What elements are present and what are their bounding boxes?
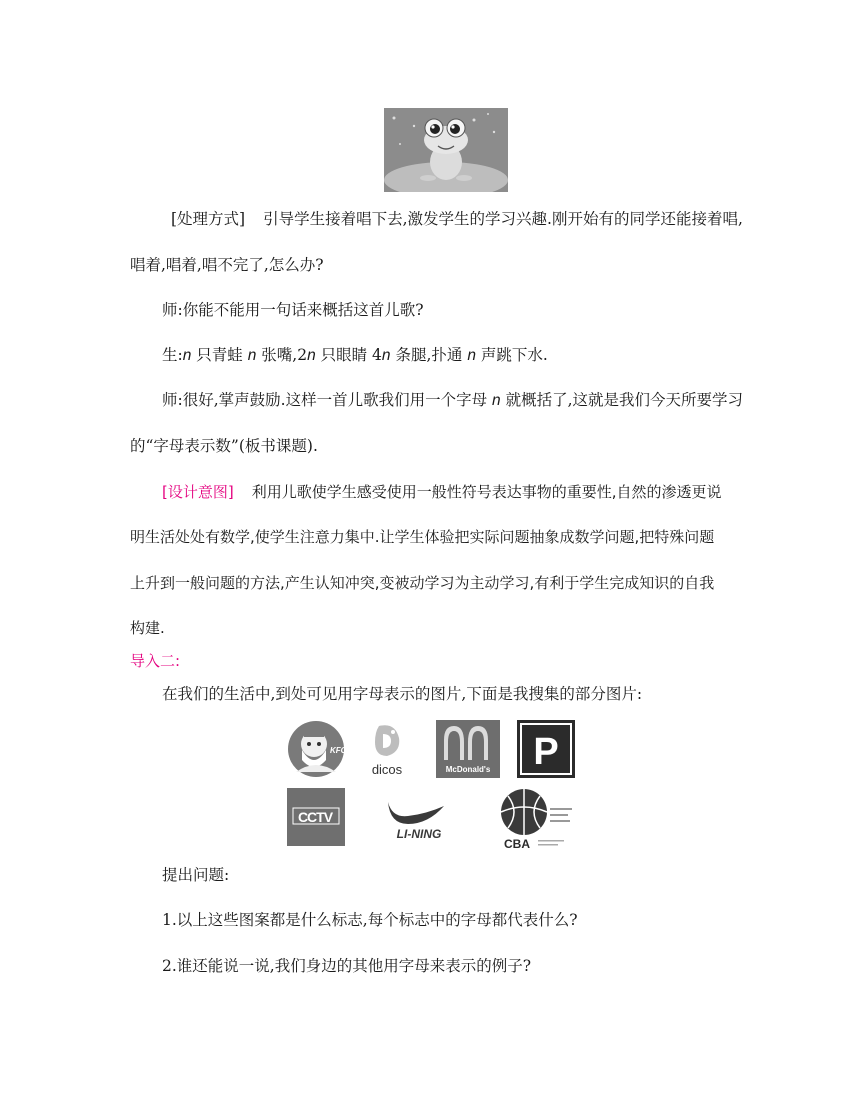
teacher-praise-line1	[162, 393, 743, 409]
lining-logo	[382, 796, 456, 842]
mcdonalds-logo	[436, 720, 500, 778]
teacher-praise-part: 就概括了,这就是我们今天所要学习	[500, 391, 743, 409]
design-intent-line1	[162, 485, 722, 500]
parking-logo-text: P	[533, 731, 559, 773]
student-answer	[162, 348, 548, 364]
student-answer-part: 只眼睛 4	[315, 346, 382, 364]
processing-paragraph-line2: 唱着,唱着,唱不完了,怎么办?	[130, 256, 324, 274]
teacher-praise-line2: 的“字母表示数”(板书课题).	[130, 437, 318, 455]
variable-n: n	[467, 347, 476, 364]
design-intent-line3: 上升到一般问题的方法,产生认知冲突,变被动学习为主动学习,有利于学生完成知识的自我	[130, 574, 715, 592]
processing-text: 引导学生接着唱下去,激发学生的学习兴趣.刚开始有的同学还能接着唱,	[263, 210, 743, 228]
cba-logo	[498, 788, 578, 850]
cba-logo-text: CBA	[504, 837, 530, 850]
variable-n: n	[182, 347, 192, 364]
mcdonalds-logo-text: McDonald's	[445, 765, 491, 774]
variable-n: n	[492, 392, 501, 409]
cctv-logo-text: CCTV	[297, 809, 333, 825]
student-answer-part: 条腿,扑通	[390, 346, 468, 364]
questions-heading: 提出问题:	[162, 866, 230, 884]
design-intent-text: 利用儿歌使学生感受使用一般性符号表达事物的重要性,自然的渗透更说	[251, 483, 722, 501]
student-answer-part: 生:	[162, 346, 183, 364]
intro2-text: 在我们的生活中,到处可见用字母表示的图片,下面是我搜集的部分图片:	[162, 685, 643, 703]
design-intent-label: [设计意图]	[162, 483, 234, 501]
student-answer-part: 声跳下水.	[475, 346, 548, 364]
design-intent-line2: 明生活处处有数学,使学生注意力集中.让学生体验把实际问题抽象成数学问题,把特殊问题	[130, 528, 715, 546]
teacher-praise-part: 师:很好,掌声鼓励.这样一首儿歌我们用一个字母	[162, 391, 493, 409]
frog-illustration	[384, 108, 508, 192]
parking-logo	[517, 720, 575, 778]
variable-n: n	[381, 347, 391, 364]
student-answer-part: 张嘴,2	[256, 346, 308, 364]
processing-paragraph-line1	[171, 212, 743, 228]
cctv-logo	[287, 788, 345, 846]
question-2: 2.谁还能说一说,我们身边的其他用字母来表示的例子?	[162, 957, 532, 975]
variable-n: n	[307, 347, 316, 364]
design-intent-line4: 构建.	[130, 619, 165, 637]
kfc-logo-text: KFC	[330, 746, 346, 755]
dicos-logo	[367, 722, 407, 778]
teacher-question: 师:你能不能用一句话来概括这首儿歌?	[162, 301, 424, 319]
processing-label: [处理方式]	[171, 210, 246, 228]
variable-n: n	[247, 347, 257, 364]
dicos-logo-text: dicos	[371, 762, 403, 777]
intro2-heading: 导入二:	[130, 652, 181, 670]
student-answer-part: 只青蛙	[191, 346, 248, 364]
question-1: 1.以上这些图案都是什么标志,每个标志中的字母都代表什么?	[162, 911, 578, 929]
kfc-logo	[286, 720, 346, 778]
lining-logo-text: LI-NING	[396, 827, 442, 841]
